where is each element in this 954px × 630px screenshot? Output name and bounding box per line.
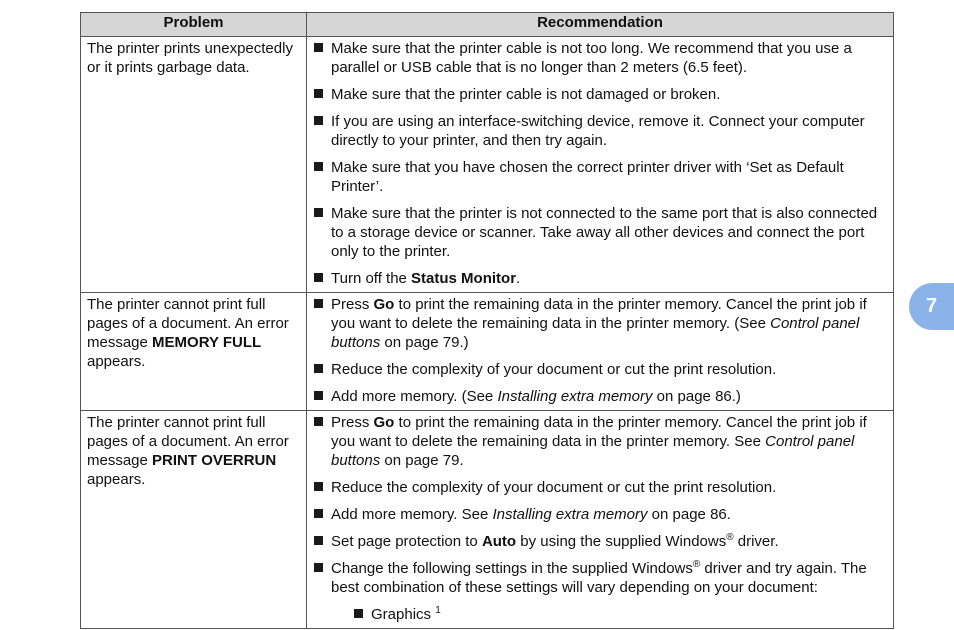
recommendation-list: [313, 295, 887, 406]
list-item: [313, 158, 887, 196]
item-text: Add more memory. See: [331, 506, 493, 523]
item-text: on page 86.): [652, 388, 741, 405]
registered-mark: ®: [692, 559, 701, 570]
item-text: Graphics: [371, 606, 436, 623]
item-text: Change the following settings in the supplied Windows: [331, 560, 693, 577]
item-text: driver and try again. The best combination of these settings will vary depending on your document:: [331, 560, 867, 596]
cross-reference-link[interactable]: Installing extra memory: [497, 388, 653, 405]
bullet-square-icon: [314, 273, 323, 282]
list-item: [313, 269, 887, 288]
recommendation-list: [313, 39, 887, 288]
bullet-square-icon: [354, 609, 363, 618]
item-text: Press: [331, 414, 374, 431]
list-item: [313, 559, 887, 624]
list-item: [313, 85, 887, 104]
item-text: driver.: [733, 533, 779, 550]
table-row: [81, 293, 894, 411]
troubleshooting-table: [80, 12, 894, 629]
go-button-term: Go: [373, 296, 395, 313]
list-item: [313, 295, 887, 352]
list-item: [313, 360, 887, 379]
status-monitor-term: Status Monitor: [411, 270, 517, 287]
registered-mark: ®: [726, 532, 734, 543]
bullet-square-icon: [314, 89, 323, 98]
bullet-square-icon: [314, 391, 323, 400]
item-text: Reduce the complexity of your document or cut the print resolution.: [331, 361, 777, 378]
header-problem: Problem: [81, 13, 307, 37]
item-text: on page 86.: [647, 506, 731, 523]
item-text: Turn off the: [331, 270, 412, 287]
item-text: .: [516, 270, 521, 287]
list-item: [313, 505, 887, 524]
bullet-square-icon: [314, 509, 323, 518]
problem-cell: [81, 37, 307, 293]
item-text: on page 79.): [380, 334, 469, 351]
item-text: to print the remaining data in the printer memory. Cancel the print job if you want to delete the remaining data in the printer memory. See: [331, 414, 867, 450]
bullet-square-icon: [314, 536, 323, 545]
recommendation-list: [313, 413, 887, 624]
sub-list-item: [353, 605, 887, 624]
table-row: [81, 37, 894, 293]
item-text: by using the supplied Windows: [516, 533, 727, 550]
auto-setting-term: Auto: [481, 533, 517, 550]
item-text: Make sure that the printer is not connected to the same port that is also connected to a storage device or scanner. Take away all other devices and connect the port only to the printer.: [331, 205, 878, 260]
error-message: MEMORY FULL: [152, 334, 262, 351]
list-item: [313, 532, 887, 551]
bullet-square-icon: [314, 162, 323, 171]
bullet-square-icon: [314, 208, 323, 217]
item-text: Make sure that the printer cable is not damaged or broken.: [331, 86, 721, 103]
header-recommendation: Recommendation: [307, 13, 894, 37]
list-item: [313, 204, 887, 261]
problem-text: The printer cannot print full pages of a document. An error message: [87, 414, 289, 469]
recommendation-cell: [307, 411, 894, 629]
item-text: Make sure that you have chosen the correct printer driver with ‘Set as Default Printer’.: [331, 159, 844, 195]
chapter-tab[interactable]: 7: [909, 283, 954, 330]
go-button-term: Go: [373, 414, 395, 431]
problem-text: The printer cannot print full pages of a document. An error message: [87, 296, 289, 351]
recommendation-cell: [307, 293, 894, 411]
list-item: [313, 387, 887, 406]
item-text: Add more memory. (See: [331, 388, 498, 405]
bullet-square-icon: [314, 417, 323, 426]
list-item: [313, 413, 887, 470]
problem-cell: [81, 411, 307, 629]
bullet-square-icon: [314, 43, 323, 52]
problem-text: appears.: [87, 471, 146, 488]
bullet-square-icon: [314, 116, 323, 125]
bullet-square-icon: [314, 299, 323, 308]
item-text: If you are using an interface-switching device, remove it. Connect your computer directly to your printer, and then try again.: [331, 113, 865, 149]
list-item: [313, 112, 887, 150]
problem-text: appears.: [87, 353, 146, 370]
item-text: Set page protection to: [331, 533, 482, 550]
bullet-square-icon: [314, 364, 323, 373]
cross-reference-link[interactable]: Control panel buttons: [331, 315, 860, 351]
recommendation-cell: [307, 37, 894, 293]
table-row: [81, 411, 894, 629]
item-text: Make sure that the printer cable is not too long. We recommend that you use a parallel or USB cable that is no longer than 2 meters (6.5 feet).: [331, 40, 852, 76]
settings-sublist: [331, 605, 887, 624]
list-item: [313, 478, 887, 497]
bullet-square-icon: [314, 482, 323, 491]
item-text: Press: [331, 296, 374, 313]
item-text: on page 79.: [380, 452, 464, 469]
cross-reference-link[interactable]: Installing extra memory: [492, 506, 648, 523]
item-text: to print the remaining data in the printer memory. Cancel the print job if you want to delete the remaining data in the printer memory. (See: [331, 296, 867, 332]
list-item: [313, 39, 887, 77]
cross-reference-link[interactable]: Control panel buttons: [331, 433, 855, 469]
bullet-square-icon: [314, 563, 323, 572]
problem-text: The printer prints unexpectedly or it prints garbage data.: [87, 40, 293, 76]
item-text: Reduce the complexity of your document or cut the print resolution.: [331, 479, 777, 496]
problem-cell: [81, 293, 307, 411]
table-header-row: [81, 13, 894, 37]
error-message: PRINT OVERRUN: [152, 452, 277, 469]
footnote-marker: 1: [435, 605, 441, 616]
